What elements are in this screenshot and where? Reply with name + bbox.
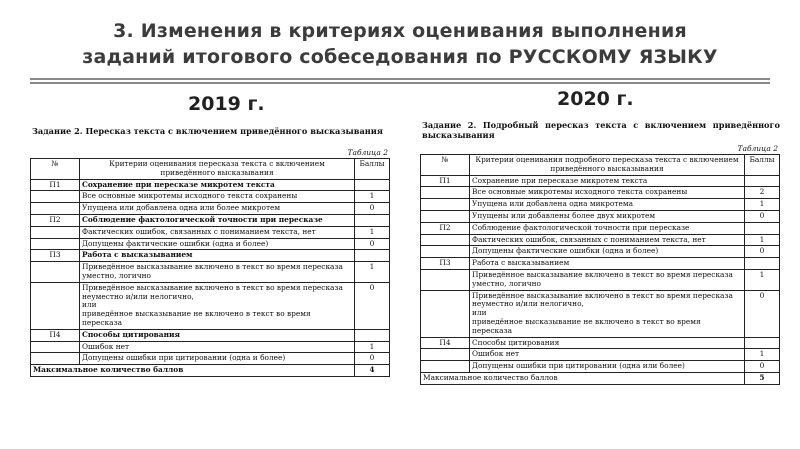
header-points: Баллы [355, 159, 390, 180]
criterion-row [421, 175, 780, 187]
criterion-text: Упущены или добавлены более двух микротем [470, 210, 745, 222]
criterion-row [31, 179, 390, 191]
points-cell: 2 [745, 187, 780, 199]
criterion-row [421, 222, 780, 234]
points-cell: 0 [745, 210, 780, 222]
criterion-code: П3 [31, 250, 80, 262]
header-criteria: Критерии оценивания пересказа текста с включением приведённого высказывания [80, 159, 355, 180]
points-cell: 1 [745, 269, 780, 290]
table-row [31, 262, 390, 283]
criterion-row [421, 337, 780, 349]
max-score-label: Максимальное количество баллов [31, 365, 355, 377]
criterion-text: Допущены ошибки при цитировании (одна и более) [80, 353, 355, 365]
header-points: Баллы [745, 155, 780, 176]
criterion-row [31, 214, 390, 226]
criterion-text: Приведённое высказывание включено в текст во время пересказа неуместно и/или нелогично, [82, 282, 343, 301]
table-row [31, 238, 390, 250]
max-score-row [31, 365, 390, 377]
points-cell: 1 [355, 191, 390, 203]
criterion-code: П2 [31, 214, 80, 226]
points-cell: 0 [355, 238, 390, 250]
max-score-value: 5 [745, 372, 780, 384]
header-num: № [31, 159, 80, 180]
table-row [421, 290, 780, 337]
criterion-text: Приведённое высказывание включено в текст во время пересказа уместно, логично [80, 262, 355, 283]
max-score-label: Максимальное количество баллов [421, 372, 745, 384]
task-heading: Задание 2. Подробный пересказ текста с включением приведённого высказывания [422, 120, 780, 140]
points-cell: 0 [355, 353, 390, 365]
year-label-2019: 2019 г. [188, 93, 265, 115]
points-cell: 0 [745, 290, 780, 337]
criterion-code: П4 [31, 329, 80, 341]
table-header-row [421, 155, 780, 176]
max-score-row [421, 372, 780, 384]
points-cell: 0 [355, 203, 390, 215]
criterion-title: Работа с высказыванием [80, 250, 355, 262]
criterion-text-or: или [82, 300, 97, 310]
table-row [421, 210, 780, 222]
criterion-code: П2 [421, 222, 470, 234]
criteria-2019-panel [30, 112, 390, 449]
criterion-text: Допущены фактические ошибки (одна и более) [80, 238, 355, 250]
criterion-code: П1 [421, 175, 470, 187]
criterion-row [31, 329, 390, 341]
title-divider [30, 78, 770, 80]
header-num: № [421, 155, 470, 176]
criterion-text: Ошибок нет [80, 341, 355, 353]
table-row [31, 226, 390, 238]
criterion-title: Работа с высказыванием [470, 258, 745, 270]
table-row [421, 234, 780, 246]
criterion-text: Фактических ошибок, связанных с пониманием текста, нет [80, 226, 355, 238]
criterion-title: Соблюдение фактологической точности при пересказе [470, 222, 745, 234]
points-cell: 1 [355, 341, 390, 353]
table-row [31, 353, 390, 365]
table-header-row [31, 159, 390, 180]
table-row [421, 361, 780, 373]
title-divider-secondary [30, 82, 770, 84]
criterion-text: Допущены фактические ошибки (одна и более) [470, 246, 745, 258]
points-cell: 1 [355, 226, 390, 238]
criterion-text-or: или [472, 308, 487, 318]
table-row [31, 341, 390, 353]
criterion-title: Сохранение при пересказе микротем текста [470, 175, 745, 187]
criterion-row [421, 258, 780, 270]
criterion-code: П1 [31, 179, 80, 191]
table-row [31, 282, 390, 329]
points-cell: 0 [745, 361, 780, 373]
criterion-text: Приведённое высказывание включено в текст во время пересказа неуместно и/или нелогично, [472, 290, 733, 309]
table-row [31, 203, 390, 215]
criterion-title: Сохранение при пересказе микротем текста [80, 179, 355, 191]
criterion-title: Соблюдение фактологической точности при пересказе [80, 214, 355, 226]
criteria-table [420, 154, 780, 385]
criterion-text: Все основные микротемы исходного текста сохранены [80, 191, 355, 203]
criterion-text: Упущена или добавлена одна или более микротем [80, 203, 355, 215]
points-cell: 0 [355, 282, 390, 329]
points-cell: 1 [745, 199, 780, 211]
criteria-table [30, 158, 390, 377]
criterion-title: Способы цитирования [470, 337, 745, 349]
criterion-text: приведённое высказывание не включено в текст во время пересказа [82, 309, 311, 327]
criterion-text: Допущены ошибки при цитировании (одна или более) [470, 361, 745, 373]
criterion-text: Упущена или добавлена одна микротема [470, 199, 745, 211]
slide-title [0, 18, 800, 70]
points-cell: 1 [355, 262, 390, 283]
criterion-text: Ошибок нет [470, 349, 745, 361]
table-row [421, 349, 780, 361]
points-cell: 1 [745, 234, 780, 246]
criterion-code: П4 [421, 337, 470, 349]
points-cell: 0 [745, 246, 780, 258]
criterion-code: П3 [421, 258, 470, 270]
criterion-text: Приведённое высказывание включено в текст во время пересказа уместно, логично [470, 269, 745, 290]
task-heading: Задание 2. Пересказ текста с включением приведённого высказывания [32, 126, 383, 136]
table-row [421, 246, 780, 258]
table-row [421, 199, 780, 211]
points-cell: 1 [745, 349, 780, 361]
criteria-2020-panel [420, 108, 780, 449]
table-label: Таблица 2 [347, 148, 388, 157]
table-row [31, 191, 390, 203]
header-criteria: Критерии оценивания подробного пересказа текста с включением приведённого высказывания [470, 155, 745, 176]
max-score-value: 4 [355, 365, 390, 377]
slide-title-line1: 3. Изменения в критериях оценивания выполнения [113, 20, 687, 42]
table-row [421, 187, 780, 199]
criterion-row [31, 250, 390, 262]
table-row [421, 269, 780, 290]
year-label-2020: 2020 г. [557, 88, 634, 110]
criterion-text: приведённое высказывание не включено в текст во время пересказа [472, 316, 701, 335]
criterion-text: Все основные микротемы исходного текста сохранены [470, 187, 745, 199]
criterion-title: Способы цитирования [80, 329, 355, 341]
slide-title-line2: заданий итогового собеседования по РУССКОМУ ЯЗЫКУ [82, 46, 718, 68]
criterion-text: Фактических ошибок, связанных с пониманием текста, нет [470, 234, 745, 246]
table-label: Таблица 2 [737, 144, 778, 153]
